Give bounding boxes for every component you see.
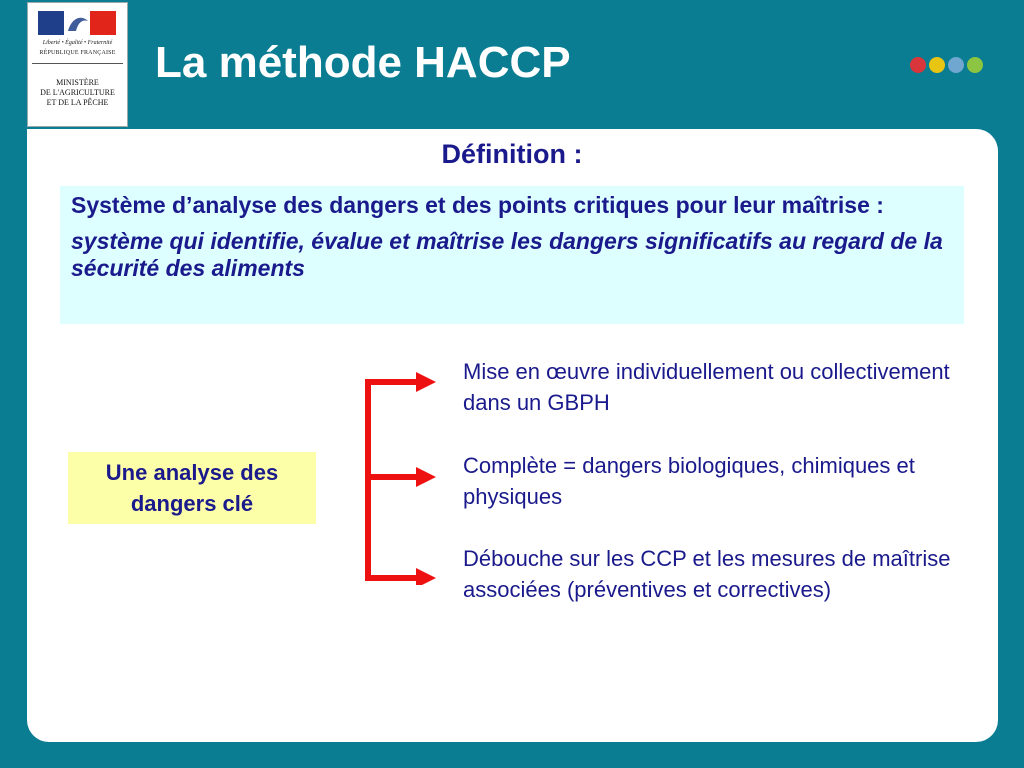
yellow-dot-icon xyxy=(929,57,945,73)
ministry-logo xyxy=(27,2,128,127)
logo-ministry-line: MINISTÈRE xyxy=(56,78,99,87)
blue-dot-icon xyxy=(948,57,964,73)
logo-ministry-line: ET DE LA PÊCHE xyxy=(46,98,109,107)
red-dot-icon xyxy=(910,57,926,73)
green-dot-icon xyxy=(967,57,983,73)
definition-text: Système d’analyse des dangers et des points critiques pour leur maîtrise : xyxy=(71,192,884,218)
marianne-flag-icon xyxy=(38,11,116,35)
definition-explanation: système qui identifie, évalue et maîtrise les dangers significatifs au regard de la sécurité des aliments xyxy=(71,228,943,281)
definition-heading: Définition : xyxy=(441,139,583,169)
logo-republic: RÉPUBLIQUE FRANÇAISE xyxy=(39,50,116,56)
key-analysis-label: Une analyse des dangers clé xyxy=(105,460,279,516)
list-item: Mise en œuvre individuellement ou collectivement dans un GBPH xyxy=(463,359,950,415)
bracket-icon xyxy=(365,382,418,578)
logo-motto: Liberté • Égalité • Fraternité xyxy=(42,40,113,46)
logo-ministry-name xyxy=(28,78,127,108)
arrow-right-icon xyxy=(416,568,436,585)
list-item: Complète = dangers biologiques, chimiques et physiques xyxy=(463,453,915,509)
logo-ministry-line: DE L'AGRICULTURE xyxy=(40,88,115,97)
logo-divider xyxy=(32,63,123,64)
key-analysis-box xyxy=(68,452,316,524)
branch-arrows xyxy=(360,370,440,585)
arrow-right-icon xyxy=(416,372,436,392)
definition-box xyxy=(60,186,964,324)
list-item: Débouche sur les CCP et les mesures de maîtrise associées (préventives et correctives) xyxy=(463,546,951,602)
arrow-right-icon xyxy=(416,467,436,487)
decorative-dots xyxy=(910,57,986,73)
slide-title: La méthode HACCP xyxy=(155,38,571,87)
